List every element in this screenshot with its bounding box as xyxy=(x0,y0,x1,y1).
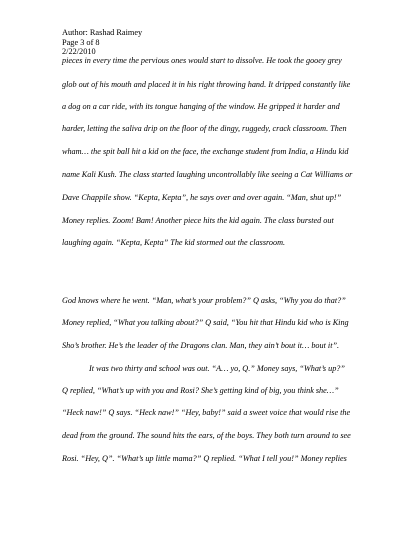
body-line: Dave Chappile show. “Kepta, Kepta”, he says over and over again. “Man, shut up!” xyxy=(62,193,342,202)
body-line: Rosi. “Hey, Q”. “What’s up little mama?” Q replied. “What I tell you!” Money replies xyxy=(62,454,347,463)
page-header xyxy=(62,28,142,57)
body-line: name Kali Kush. The class started laughing uncontrollably like seeing a Cat Williams or xyxy=(62,170,353,179)
body-line: “Heck naw!” Q says. “Heck naw!” “Hey, baby!” said a sweet voice that would rise the xyxy=(62,408,351,417)
author-line: Author: Rashad Raimey xyxy=(62,28,143,37)
page-number: Page 3 of 8 xyxy=(62,37,100,47)
body-line: It was two thirty and school was out. “A… yo, Q.” Money says, “What’s up?” xyxy=(89,364,345,373)
date-line: 2/22/2010 xyxy=(62,47,96,57)
body-line: pieces in every time the pervious ones would start to dissolve. He took the gooey grey xyxy=(62,56,342,65)
body-line: dead from the ground. The sound hits the ears, of the boys. They both turn around to see xyxy=(62,431,351,440)
body-line: Money replies. Zoom! Bam! Another piece hits the kid again. The class bursted out xyxy=(62,216,334,225)
body-line: a dog on a car ride, with its tongue hanging of the window. He gripped it harder and xyxy=(62,102,340,111)
body-line: glob out of his mouth and placed it in his right throwing hand. It dripped constantly like xyxy=(62,80,351,89)
body-line: wham… the spit ball hit a kid on the face, the exchange student from India, a Hindu kid xyxy=(62,147,349,156)
body-line: Sho’s brother. He’s the leader of the Dragons clan. Man, they ain’t bout it… bout it”. xyxy=(62,341,340,350)
body-line: Money replied, “What you talking about?” Q said, “You hit that Hindu kid who is King xyxy=(62,318,349,327)
body-line: laughing again. “Kepta, Kepta” The kid stormed out the classroom. xyxy=(62,238,286,247)
body-line: God knows where he went. “Man, what’s your problem?” Q asks, “Why you do that?” xyxy=(62,296,346,305)
body-line: Q replied, “What’s up with you and Rosi? She’s getting kind of big, you think she…” xyxy=(62,386,339,395)
body-line: harder, letting the saliva drip on the floor of the dingy, ruggedy, crack classroom. Then xyxy=(62,124,347,133)
